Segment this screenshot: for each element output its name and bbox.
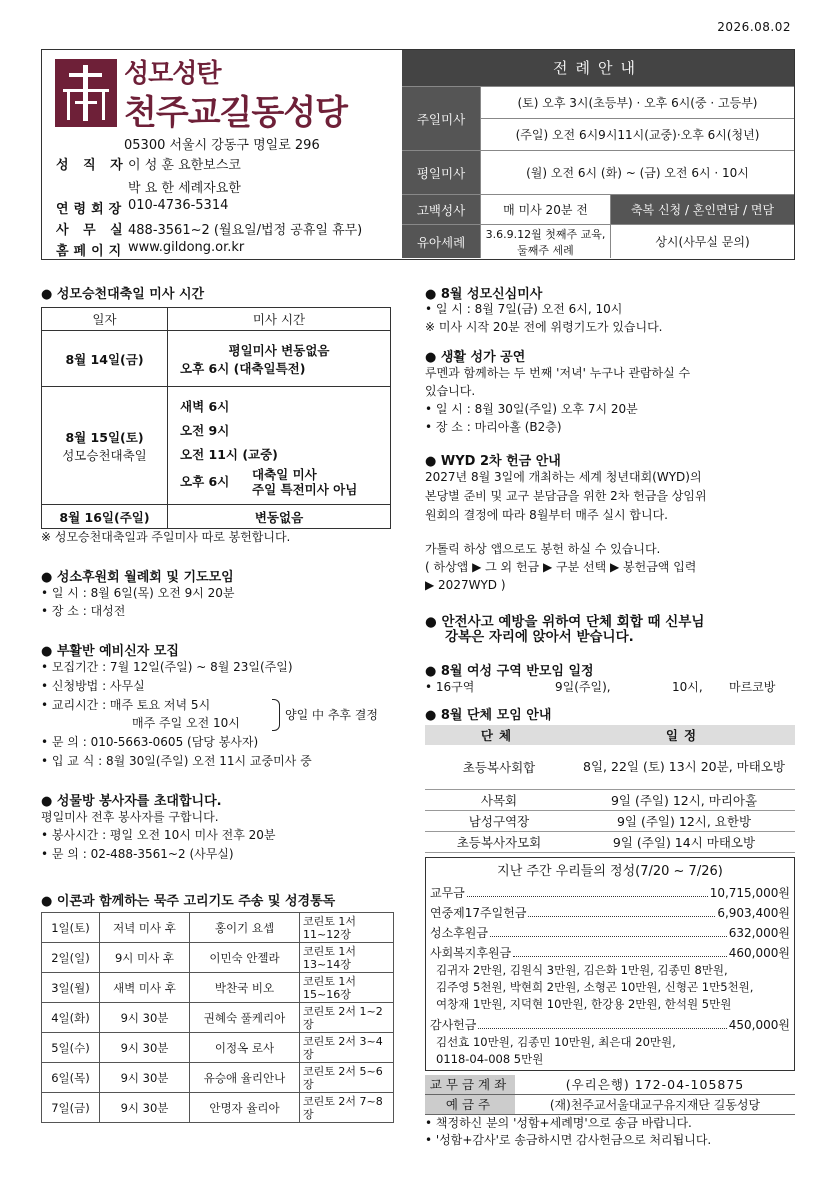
shop-contact: • 문 의 : 02-488-3561~2 (사무실): [41, 847, 234, 861]
shop-desc: 평일미사 전후 봉사자를 구합니다.: [41, 810, 219, 824]
brace: [272, 699, 280, 731]
wyd-title: ● WYD 2차 헌금 안내: [425, 450, 561, 469]
sunday-mass-label: 주일미사: [402, 87, 480, 150]
wyd-l5: ( 하상앱 ▶ 그 외 헌금 ▶ 구분 선택 ▶ 봉헌금액 입력: [425, 560, 697, 574]
welfare-donors-1: 김귀자 2만원, 김원식 3만원, 김은화 1만원, 김종민 8만원,: [436, 963, 728, 977]
shop-time: • 봉사시간 : 평일 오전 10시 미사 전후 20분: [41, 828, 276, 842]
women-title: ● 8월 여성 구역 반모임 일정: [425, 660, 594, 679]
bank-holder-row: 예금주 (재)천주교서울대교구유지재단 길동성당: [425, 1095, 795, 1115]
concert-title: ● 생활 성가 공연: [425, 346, 525, 365]
assumption-title: ● 성모승천대축일 미사 시간: [41, 283, 204, 302]
catechumen-class: • 교리시간 : 매주 토요 저녁 5시: [41, 698, 211, 712]
catechumen-title: ● 부활반 예비신자 모집: [41, 640, 179, 659]
safety-title: ● 안전사고 예방을 위하여 단체 회합 때 신부님: [425, 610, 704, 630]
catechumen-class-2: 매주 주일 오전 10시: [132, 716, 240, 730]
weekday-mass-row: [402, 150, 794, 194]
sunday-mass-sun: (주일) 오전 6시9시11시(교중)·오후 6시(청년): [515, 128, 760, 142]
concert-desc-2: 있습니다.: [425, 384, 476, 398]
heart-mass-note: ※ 미사 시작 20분 전에 위령기도가 있습니다.: [425, 320, 663, 334]
r2-c: 오전 11시 (교중): [180, 446, 278, 462]
info-funeral: 연령회장 010-4736-5314: [56, 198, 229, 217]
women-time: 10시,: [672, 680, 703, 694]
rosary-row: 2일(일) 9시 미사 후 이민숙 안젤라 코린토 1서 13~14장: [42, 943, 394, 973]
group-row: 사목회 9일 (주일) 12시, 마리아홀: [425, 789, 795, 810]
assumption-note: ※ 성모승천대축일과 주일미사 따로 봉헌합니다.: [41, 530, 291, 544]
header-box: [41, 49, 795, 260]
r3-a: 변동없음: [168, 505, 391, 529]
r1-a: 평일미사 변동없음: [228, 342, 330, 358]
r2-date-name: 성모승천대축일: [62, 447, 147, 463]
vocation-title: ● 성소후원회 월례회 및 기도모임: [41, 566, 234, 585]
groups-col-group: 단체: [425, 725, 573, 745]
groups-col-schedule: 일정: [573, 725, 795, 745]
rosary-row: 6일(목) 9시 30분 유승애 율리안나 코린토 2서 5~6장: [42, 1063, 394, 1093]
info-office: 사 무 실 488-3561~2 (월요일/법정 공휴일 휴무): [56, 223, 363, 238]
assumption-table: [41, 307, 391, 529]
r2-date: 8월 15일(토): [65, 429, 144, 445]
groups-table: [425, 725, 795, 853]
parish-address: 05300 서울시 강동구 명일로 296: [124, 138, 320, 153]
group-row: 초등복사자모회 9일 (주일) 14시 마태오방: [425, 831, 795, 852]
group-row: 초등복사회합 8일, 22일 (토) 13시 20분, 마태오방: [425, 745, 795, 789]
bank-account-row: 교무금계좌 (우리은행) 172-04-105875: [425, 1075, 795, 1095]
r2-b: 오전 9시: [180, 422, 230, 438]
group-row: 남성구역장 9일 (주일) 12시, 요한방: [425, 810, 795, 831]
blessing-label: 축복 신청 / 혼인면담 / 면담: [610, 195, 794, 224]
r2-d3: 주일 특전미사 아님: [252, 481, 358, 497]
info-homepage: 홈페이지 www.gildong.or.kr: [56, 240, 245, 259]
rosary-row: 3일(월) 새벽 미사 후 박찬국 비오 코린토 1서 15~16장: [42, 973, 394, 1003]
offering-row: 감사헌금 450,000원: [430, 1018, 790, 1032]
r2-d2: 대축일 미사: [252, 466, 317, 482]
heart-mass-time: • 일 시 : 8월 7일(금) 오전 6시, 10시: [425, 302, 623, 316]
bulletin-date: 2026.08.02: [717, 20, 791, 34]
welfare-donors-2: 김주영 5천원, 박현희 2만원, 소형곤 10만원, 신형곤 1만5천원,: [436, 980, 754, 994]
r1-date: 8월 14일(금): [42, 331, 168, 387]
rosary-table: [41, 912, 394, 1123]
offering-box: [425, 857, 795, 1071]
confession-label: 고백성사: [402, 195, 480, 224]
confession-row: [402, 194, 794, 224]
r3-date: 8월 16일(주일): [42, 505, 168, 529]
heart-mass-title: ● 8월 성모신심미사: [425, 283, 542, 302]
sunday-mass-row: [402, 86, 794, 150]
confession-time: 매 미사 20분 전: [480, 195, 610, 224]
mass-schedule: [402, 50, 794, 258]
blessing-always: 상시(사무실 문의): [610, 225, 794, 258]
parish-logo: [55, 59, 117, 127]
concert-place: • 장 소 : 마리아홀 (B2층): [425, 420, 562, 434]
wyd-l2: 본당별 준비 및 교구 분담금을 위한 2차 헌금을 상임위: [425, 489, 707, 503]
rosary-row: 5일(수) 9시 30분 이정옥 로사 코린토 2서 3~4장: [42, 1033, 394, 1063]
shop-title: ● 성물방 봉사자를 초대합니다.: [41, 790, 222, 809]
mass-title: 전례안내: [402, 50, 794, 86]
catechumen-period: • 모집기간 : 7월 12일(주일) ~ 8월 23일(주일): [41, 660, 293, 674]
thanks-donors-1: 김선효 10만원, 김종민 10만원, 최은대 20만원,: [436, 1035, 676, 1049]
vocation-place: • 장 소 : 대성전: [41, 604, 126, 618]
infant-baptism-label: 유아세례: [402, 225, 480, 258]
weekday-mass-time: (월) 오전 6시 (화) ~ (금) 오전 6시 · 10시: [480, 151, 794, 194]
offering-row: 사회복지후원금 460,000원: [430, 946, 790, 960]
r1-b: 오후 6시 (대축일특전): [180, 360, 306, 376]
col-time: 미사 시간: [168, 308, 391, 331]
col-date: 일자: [42, 308, 168, 331]
offering-row: 연중제17주일헌금 6,903,400원: [430, 906, 790, 920]
safety-title-2: 강복은 자리에 앉아서 받습니다.: [445, 629, 634, 645]
r2-a: 새벽 6시: [180, 398, 230, 414]
rosary-title: ● 이콘과 함께하는 묵주 고리기도 주송 및 성경통독: [41, 890, 335, 909]
rosary-row: 4일(화) 9시 30분 권혜숙 풀케리아 코린토 2서 1~2장: [42, 1003, 394, 1033]
parish-subtitle: 성모성탄: [124, 59, 221, 89]
rosary-row: 7일(금) 9시 30분 안명자 율리아 코린토 2서 7~8장: [42, 1093, 394, 1123]
wyd-l1: 2027년 8월 3일에 개최하는 세계 청년대회(WYD)의: [425, 470, 702, 484]
wyd-l6: ▶ 2027WYD ): [425, 578, 506, 592]
bank-note-1: • 책정하신 분의 '성함+세례명'으로 송금 바랍니다.: [425, 1116, 692, 1130]
sunday-mass-sat: (토) 오후 3시(초등부) · 오후 6시(중 · 고등부): [481, 87, 794, 119]
wyd-l4: 가톨릭 하상 앱으로도 봉헌 하실 수 있습니다.: [425, 542, 661, 556]
bank-info: [425, 1075, 795, 1149]
weekday-mass-label: 평일미사: [402, 151, 480, 194]
parish-info: [42, 50, 402, 258]
bank-note-2: • '성함+감사'로 송금하시면 감사헌금으로 처리됩니다.: [425, 1133, 712, 1147]
women-zone: • 16구역: [425, 680, 475, 694]
women-place: 마르코방: [729, 680, 776, 694]
concert-desc: 루멘과 함께하는 두 번째 '저녁' 누구나 관람하실 수: [425, 366, 691, 380]
women-date: 9일(주일),: [555, 680, 611, 694]
offering-title: 지난 주간 우리들의 정성(7/20 ~ 7/26): [497, 864, 723, 879]
offering-row: 성소후원금 632,000원: [430, 926, 790, 940]
vocation-date: • 일 시 : 8월 6일(목) 오전 9시 20분: [41, 586, 235, 600]
catechumen-contact: • 문 의 : 010-5663-0605 (담당 봉사자): [41, 735, 259, 749]
infant-baptism-row: [402, 224, 794, 258]
info-priest-1: 성 직 자 이 성 훈 요한보스코: [56, 158, 241, 173]
welfare-donors-3: 여창재 1만원, 지덕현 10만원, 한강용 2만원, 한석원 5만원: [436, 997, 732, 1011]
infant-baptism-time: 3.6.9.12월 첫째주 교육, 둘째주 세례: [480, 225, 610, 258]
catechumen-ceremony: • 입 교 식 : 8월 30일(주일) 오전 11시 교중미사 중: [41, 754, 312, 768]
wyd-l3: 원회의 결정에 따라 8월부터 매주 실시 합니다.: [425, 508, 668, 522]
concert-date: • 일 시 : 8월 30일(주일) 오후 7시 20분: [425, 402, 638, 416]
offering-row: 교무금 10,715,000원: [430, 886, 790, 900]
catechumen-decide: 양일 中 추후 결정: [285, 708, 378, 722]
r2-d1: 오후 6시: [180, 474, 230, 489]
rosary-row: 1일(토) 저녁 미사 후 홍이기 요셉 코린토 1서 11~12장: [42, 913, 394, 943]
catechumen-apply: • 신청방법 : 사무실: [41, 679, 145, 693]
info-priest-2: 박 요 한 세례자요한: [128, 181, 241, 196]
parish-name: 천주교길동성당: [124, 93, 347, 133]
groups-title: ● 8월 단체 모임 안내: [425, 704, 551, 723]
thanks-donors-2: 0118-04-008 5만원: [436, 1052, 544, 1066]
